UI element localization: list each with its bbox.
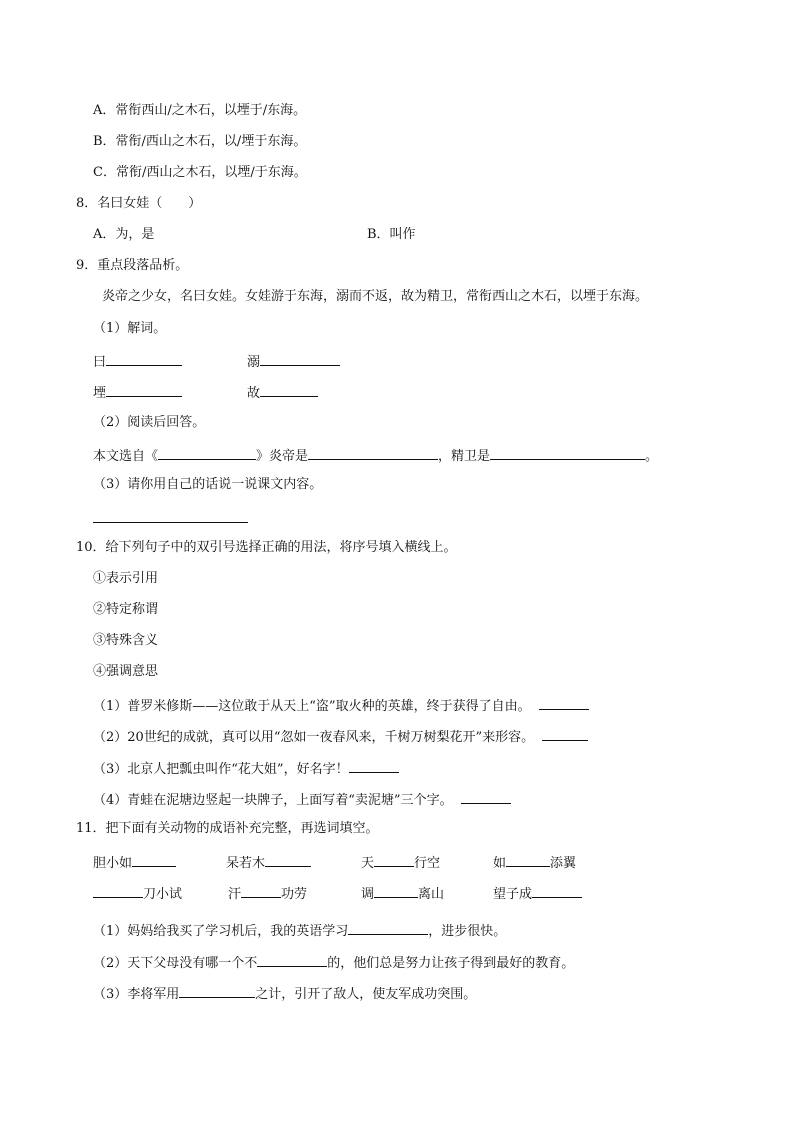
idiom-text: 刀小试 [143, 887, 183, 902]
answer-blank[interactable] [132, 852, 176, 867]
q10-stem: 10．给下列句子中的双引号选择正确的用法，将序号填入横线上。 [76, 540, 457, 555]
idiom-text: 离山 [418, 887, 445, 902]
answer-blank[interactable] [106, 382, 182, 397]
idiom-text: 添翼 [550, 856, 577, 871]
word-ni: 溺 [247, 355, 261, 370]
q10-sentence-3 [93, 758, 399, 779]
answer-blank[interactable] [542, 726, 588, 741]
answer-blank[interactable] [106, 351, 182, 366]
answer-blank[interactable] [241, 883, 281, 898]
q9-part2: （2）阅读后回答。 [93, 415, 206, 430]
q10-sentence-4 [93, 789, 511, 810]
q11-sentence-3 [93, 983, 476, 1004]
word-yin: 堙 [93, 386, 107, 401]
answer-blank[interactable] [539, 695, 589, 710]
sentence-text: （1）妈妈给我买了学习机后，我的英语学习 [93, 924, 349, 939]
idiom-6 [228, 883, 307, 904]
idiom-text: 汗 [228, 887, 242, 902]
idiom-text: 功劳 [281, 887, 308, 902]
sentence-text: （1）普罗米修斯——这位敢于从天上“盗”取火种的英雄，终于获得了自由。 [93, 699, 531, 714]
q8-option-b: B．叫作 [367, 227, 416, 242]
sentence-text: 的，他们总是努力让孩子得到最好的教育。 [327, 956, 575, 971]
q9-part1: （1）解词。 [93, 321, 167, 336]
sentence-text: ，进步很快。 [428, 924, 507, 939]
q10-sentence-1 [93, 695, 589, 716]
q10-option-2: ②特定称谓 [93, 602, 159, 617]
q10-option-4: ④强调意思 [93, 664, 159, 679]
q11-sentence-1 [93, 920, 506, 941]
text-segment: ，精卫是 [438, 449, 491, 464]
q10-option-3: ③特殊含义 [93, 633, 159, 648]
idiom-text: 望子成 [493, 887, 533, 902]
idiom-text: 行空 [414, 856, 441, 871]
answer-blank[interactable] [490, 445, 645, 460]
idiom-text: 如 [493, 856, 507, 871]
q9-word-row-1 [93, 351, 182, 372]
q7-option-b: B．常衔/西山之木石，以/堙于东海。 [93, 134, 307, 149]
answer-blank[interactable] [374, 852, 414, 867]
sentence-text: （2）天下父母没有哪一个不 [93, 956, 258, 971]
answer-blank[interactable] [93, 883, 143, 898]
idiom-8 [493, 883, 582, 904]
answer-blank[interactable] [260, 351, 340, 366]
answer-blank[interactable] [158, 445, 256, 460]
answer-blank[interactable] [260, 382, 318, 397]
idiom-2 [226, 852, 311, 873]
answer-blank[interactable] [308, 445, 438, 460]
sentence-text: 之计，引开了敌人，使友军成功突围。 [255, 987, 477, 1002]
q8-option-a: A．为，是 [93, 227, 155, 242]
q9-word-ni-row [247, 351, 340, 372]
q7-option-c: C．常衔/西山之木石，以堙/于东海。 [93, 165, 307, 180]
sentence-text: （4）青蛙在泥塘边竖起一块牌子，上面写着“卖泥塘”三个字。 [93, 793, 453, 808]
idiom-text: 呆若木 [226, 856, 266, 871]
q9-passage: 炎帝之少女，名曰女娃。女娃游于东海，溺而不返，故为精卫，常衔西山之木石，以堙于东海。 [102, 289, 649, 304]
q8-stem: 8．名曰女娃（ ） [76, 196, 202, 211]
q11-stem: 11．把下面有关动物的成语补充完整，再选词填空。 [76, 821, 379, 836]
answer-blank[interactable] [506, 852, 550, 867]
idiom-5 [93, 883, 182, 904]
answer-blank[interactable] [179, 983, 255, 998]
answer-blank[interactable] [374, 883, 418, 898]
answer-blank[interactable] [532, 883, 582, 898]
q10-sentence-2 [93, 726, 588, 747]
answer-blank[interactable] [257, 952, 327, 967]
answer-blank[interactable] [265, 852, 311, 867]
word-gu: 故 [247, 386, 261, 401]
sentence-text: （3）北京人把瓢虫叫作“花大姐”，好名字！ [93, 762, 349, 777]
idiom-text: 胆小如 [93, 856, 133, 871]
q9-part2-answer-line [93, 445, 658, 466]
idiom-7 [361, 883, 444, 904]
q9-part3-answer [93, 508, 248, 529]
text-segment: 本文选自《 [93, 449, 159, 464]
sentence-text: （2）20世纪的成就，真可以用“忽如一夜春风来，千树万树梨花开”来形容。 [93, 730, 535, 745]
q9-part3: （3）请你用自己的话说一说课文内容。 [93, 477, 323, 492]
q9-stem: 9．重点段落品析。 [76, 258, 189, 273]
text-segment: 》炎帝是 [256, 449, 309, 464]
sentence-text: （3）李将军用 [93, 987, 180, 1002]
q7-option-a: A．常衔西山/之木石，以堙于/东海。 [93, 103, 307, 118]
idiom-text: 天 [361, 856, 375, 871]
idiom-4 [493, 852, 576, 873]
q10-option-1: ①表示引用 [93, 571, 159, 586]
answer-blank[interactable] [461, 789, 511, 804]
q9-word-gu-row [247, 382, 318, 403]
answer-blank[interactable] [93, 508, 248, 523]
text-segment: 。 [645, 449, 659, 464]
word-yue: 曰 [93, 355, 107, 370]
q11-sentence-2 [93, 952, 574, 973]
q9-word-row-2 [93, 382, 182, 403]
answer-blank[interactable] [348, 920, 428, 935]
idiom-1 [93, 852, 176, 873]
idiom-text: 调 [361, 887, 375, 902]
answer-blank[interactable] [349, 758, 399, 773]
idiom-3 [361, 852, 440, 873]
